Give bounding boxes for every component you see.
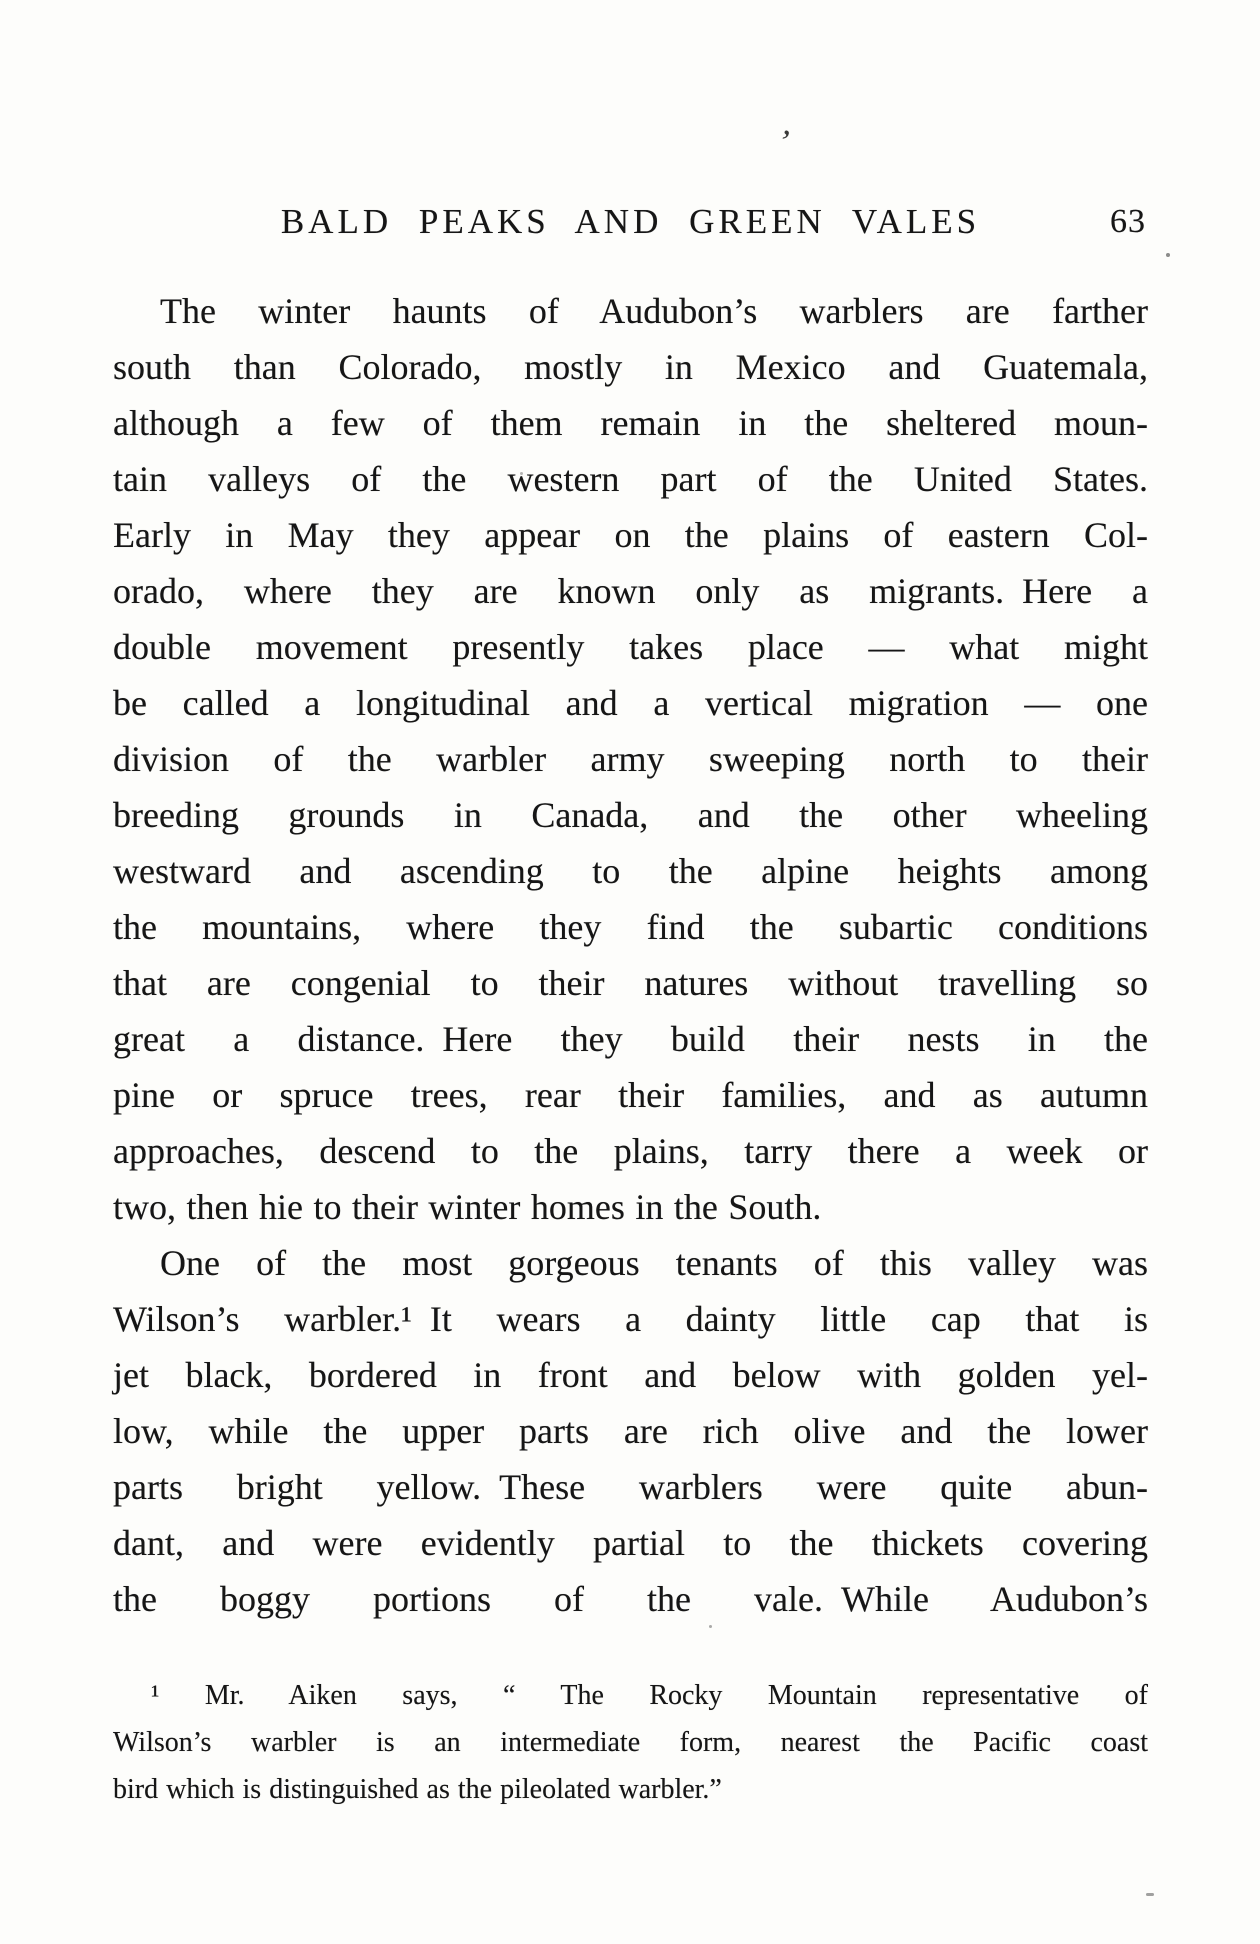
body-text-line: tain valleys of the western part of the United States. xyxy=(113,459,1148,499)
body-text xyxy=(113,283,1148,1627)
scan-speck xyxy=(1166,253,1170,257)
body-text-line: jet black, bordered in front and below with golden yel- xyxy=(113,1355,1148,1395)
body-text-line: approaches, descend to the plains, tarry there a week or xyxy=(113,1131,1148,1171)
body-text-line: division of the warbler army sweeping north to their xyxy=(113,739,1148,779)
body-text-line: parts bright yellow. These warblers were quite abun- xyxy=(113,1467,1148,1507)
body-text-line: the boggy portions of the vale. While Audubon’s xyxy=(113,1579,1148,1619)
body-text-line: The winter haunts of Audubon’s warblers are farther xyxy=(160,291,1148,331)
body-text-line: low, while the upper parts are rich olive and the lower xyxy=(113,1411,1148,1451)
footnote-line: bird which is distinguished as the pileolated warbler.” xyxy=(113,1774,722,1805)
scan-speck xyxy=(1146,1893,1154,1896)
body-text-line: two, then hie to their winter homes in the South. xyxy=(113,1187,822,1227)
body-text-line: great a distance. Here they build their nests in the xyxy=(113,1019,1148,1059)
body-text-line: breeding grounds in Canada, and the other wheeling xyxy=(113,795,1148,835)
body-text-line: that are congenial to their natures without travelling so xyxy=(113,963,1148,1003)
body-text-line: south than Colorado, mostly in Mexico and Guatemala, xyxy=(113,347,1148,387)
body-text-line: pine or spruce trees, rear their families, and as autumn xyxy=(113,1075,1148,1115)
body-text-line: Wilson’s warbler.¹ It wears a dainty little cap that is xyxy=(113,1299,1148,1339)
body-text-line: orado, where they are known only as migrants. Here a xyxy=(113,571,1148,611)
ink-speck-mark: ʼ xyxy=(775,123,794,162)
running-head-title: BALD PEAKS AND GREEN VALES xyxy=(280,202,981,241)
body-text-line: One of the most gorgeous tenants of this valley was xyxy=(160,1243,1148,1283)
footnote-line: Wilson’s warbler is an intermediate form, nearest the Pacific coast xyxy=(113,1727,1148,1758)
footnote-line: ¹ Mr. Aiken says, “ The Rocky Mountain representative of xyxy=(151,1680,1148,1711)
body-text-line: Early in May they appear on the plains of eastern Col- xyxy=(113,515,1148,555)
body-text-line: the mountains, where they find the subartic conditions xyxy=(113,907,1148,947)
body-text-line: be called a longitudinal and a vertical migration — one xyxy=(113,683,1148,723)
body-text-line: dant, and were evidently partial to the thickets covering xyxy=(113,1523,1148,1563)
body-text-line: although a few of them remain in the sheltered moun- xyxy=(113,403,1148,443)
footnote xyxy=(113,1672,1148,1813)
page-header xyxy=(113,200,1148,246)
body-text-line: double movement presently takes place — what might xyxy=(113,627,1148,667)
body-text-line: westward and ascending to the alpine heights among xyxy=(113,851,1148,891)
page-number: 63 xyxy=(1110,203,1146,240)
